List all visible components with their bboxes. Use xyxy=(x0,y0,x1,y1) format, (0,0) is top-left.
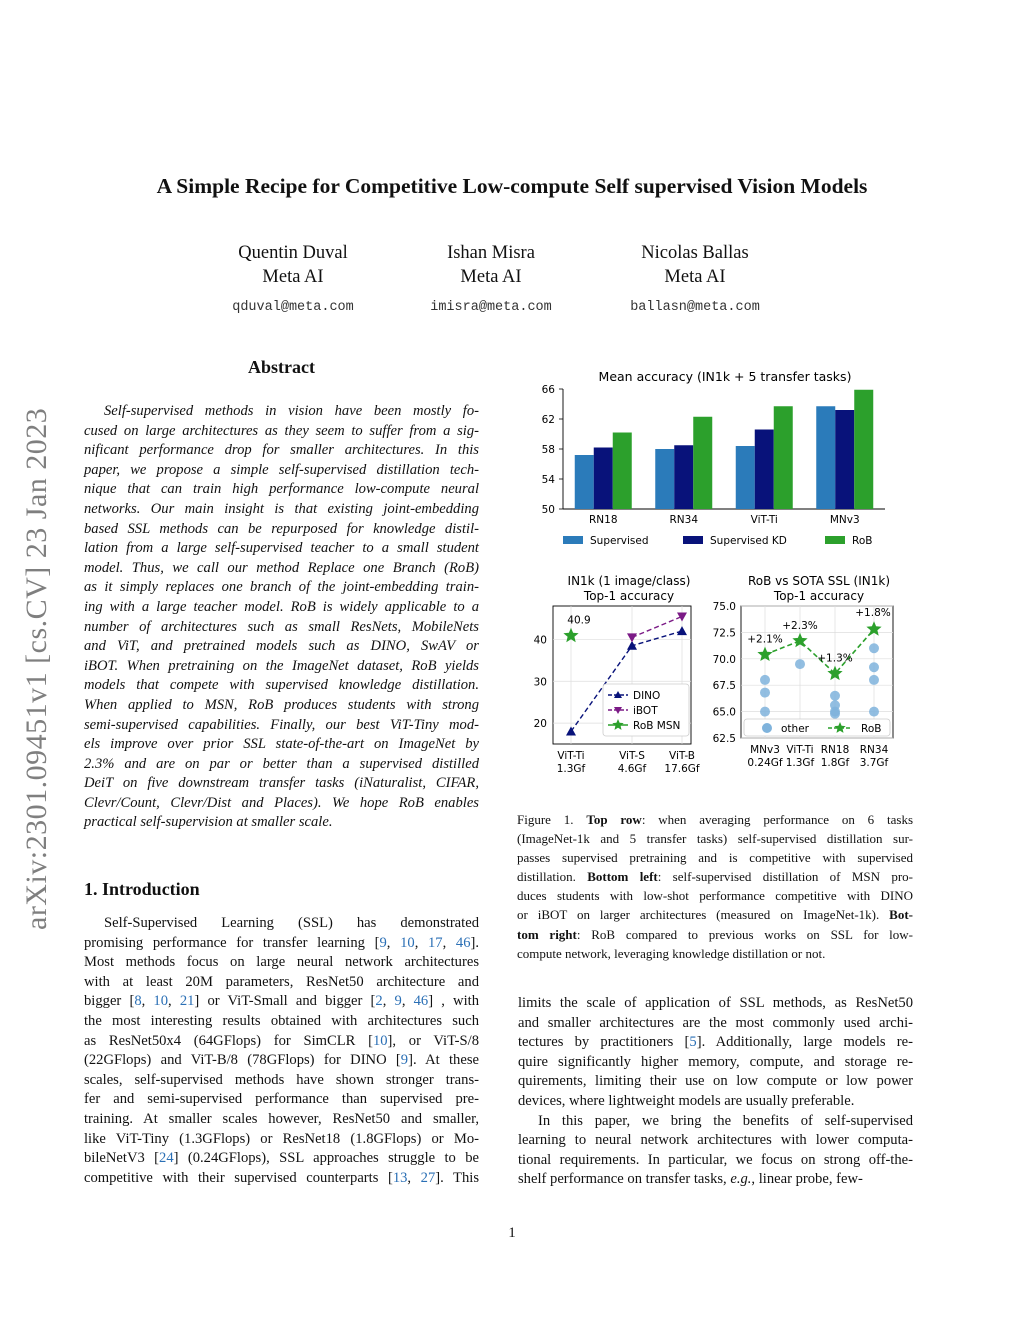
data-label: +1.8% xyxy=(855,607,891,620)
figure-caption xyxy=(517,810,913,963)
data-point-other xyxy=(869,675,879,685)
text-line: bileNetV3 [24] (0.24GFlops), SSL approaches struggle to be xyxy=(84,1150,479,1167)
data-point-triangle xyxy=(677,612,687,621)
citation-link[interactable]: 5 xyxy=(689,1034,697,1051)
author-affiliation: Meta AI xyxy=(262,267,324,287)
series-line-ibot xyxy=(632,616,682,637)
text-line: tectures by practitioners [5]. Additionally, large models re- xyxy=(518,1034,914,1051)
bar-rob-rn34 xyxy=(693,417,712,509)
tick-label: RN18 xyxy=(820,744,850,756)
legend-label: RoB xyxy=(852,535,873,547)
data-label: +2.3% xyxy=(782,619,818,632)
text-line: based SSL methods can be repurposed for knowledge distil- xyxy=(84,520,479,537)
scatter-chart-rob-vs-sota xyxy=(713,574,893,769)
text-line: promising performance for transfer learning [9, 10, 17, 46]. xyxy=(84,934,480,951)
tick-label: 75.0 xyxy=(712,601,736,613)
tick-label: RN18 xyxy=(588,514,618,526)
data-label: 40.9 xyxy=(567,614,591,627)
data-label: +1.3% xyxy=(817,652,853,665)
text-line: Clevr/Count, Clevr/Dist and Places). We hope RoB enables xyxy=(84,794,479,811)
legend-label: Supervised xyxy=(590,535,649,547)
data-point-triangle xyxy=(677,626,687,635)
text-line: devices, where lightweight models are usually preferable. xyxy=(518,1092,855,1109)
tick-label: 58 xyxy=(541,444,555,456)
abstract-body xyxy=(84,402,479,833)
bar-rob-rn18 xyxy=(613,433,632,510)
legend-marker xyxy=(762,723,772,733)
author-affiliation: Meta AI xyxy=(664,267,726,287)
tick-label: 70.0 xyxy=(712,653,736,666)
author-email[interactable]: qduval@meta.com xyxy=(232,300,354,315)
text-line: tom right: RoB compared to previous works on SSL for low- xyxy=(517,926,913,942)
data-point-other xyxy=(795,659,805,669)
legend-label: other xyxy=(781,723,809,735)
author-3 xyxy=(575,241,815,320)
tick-label: ViT-Ti xyxy=(786,744,814,756)
tick-label: 1.3Gf xyxy=(785,757,815,769)
text-line: as it simply replaces one branch of the joint-embedding train- xyxy=(84,579,479,596)
text-line: model. Thus, we call our method Replace one Branch (RoB) xyxy=(84,559,479,576)
tick-label: 72.5 xyxy=(712,627,736,640)
bar-supervised-rn18 xyxy=(575,455,594,509)
tick-label: 4.6Gf xyxy=(617,763,647,775)
legend-label: RoB MSN xyxy=(633,720,681,732)
tick-label: ViT-Ti xyxy=(557,750,585,762)
text-line: compute network, leveraging knowledge distillation or not. xyxy=(517,945,826,961)
tick-label: 30 xyxy=(533,676,547,689)
text-line: or iBOT on larger architectures (measured on ImageNet-1k). Bot- xyxy=(517,907,913,923)
text-line: (22GFlops) and ViT-B/8 (78GFlops) for DINO [9]. At these xyxy=(84,1052,479,1069)
bar-supervised-kd-rn34 xyxy=(674,445,693,509)
text-line: number of architectures such as small ResNets, MobileNets xyxy=(84,618,479,635)
author-name: Quentin Duval xyxy=(238,243,348,263)
data-point-triangle xyxy=(566,726,576,735)
data-point-other xyxy=(869,662,879,672)
intro-left-column xyxy=(84,914,479,1188)
tick-label: 20 xyxy=(533,718,547,731)
data-point-other xyxy=(760,707,770,717)
citation-link[interactable]: 13 xyxy=(392,1169,408,1186)
text-line: learning to neural network architectures with lower computa- xyxy=(518,1132,913,1149)
legend-swatch xyxy=(825,536,845,544)
author-name: Nicolas Ballas xyxy=(641,243,749,263)
text-line: DeiT on five downstream transfer tasks (iNaturalist, CIFAR, xyxy=(84,775,479,792)
text-line: When applied to MSN, RoB produces students with strong xyxy=(84,696,479,713)
tick-label: RN34 xyxy=(669,514,699,526)
citation-link[interactable]: 9 xyxy=(394,993,402,1010)
tick-label: ViT-S xyxy=(619,750,645,762)
tick-label: ViT-B xyxy=(669,750,695,762)
chart-subtitle: Top-1 accuracy xyxy=(773,589,865,603)
bar-supervised-vit-ti xyxy=(736,446,755,509)
tick-label: 62 xyxy=(541,414,555,426)
text-line: quirements, limiting their use on low compute or low power xyxy=(518,1073,913,1090)
author-email[interactable]: imisra@meta.com xyxy=(430,300,552,315)
citation-link[interactable]: 9 xyxy=(400,1052,409,1069)
tick-label: ViT-Ti xyxy=(750,514,778,526)
text-line: nificant performance drop for smaller architectures. In this xyxy=(84,442,479,459)
legend-label: Supervised KD xyxy=(710,535,787,547)
chart-title: Mean accuracy (IN1k + 5 transfer tasks) xyxy=(598,369,852,384)
legend-swatch xyxy=(563,536,583,544)
tick-label: 66 xyxy=(541,384,555,396)
bar-supervised-mnv3 xyxy=(816,406,835,509)
text-line: tional requirements. In particular, we focus on strong off-the- xyxy=(518,1151,913,1168)
text-line: training. At smaller scales however, ResNet50 and smaller, xyxy=(84,1110,479,1127)
citation-link[interactable]: 17 xyxy=(428,934,443,951)
text-line: cused on large architectures as they seem to suffer from a sig- xyxy=(84,422,479,439)
chart-subtitle: Top-1 accuracy xyxy=(583,589,675,603)
tick-label: 3.7Gf xyxy=(859,757,889,769)
legend-label: DINO xyxy=(633,690,661,702)
citation-link[interactable]: 2 xyxy=(375,993,383,1010)
tick-label: MNv3 xyxy=(829,514,860,526)
abstract-heading: Abstract xyxy=(248,357,315,377)
text-line: and smaller architectures are the most commonly used archi- xyxy=(518,1014,913,1031)
text-line: iBOT. When pretraining on the ImageNet dataset, RoB yields xyxy=(84,657,479,674)
text-line: practical self-supervision at smaller scale. xyxy=(84,814,333,831)
text-line: distillation. Bottom left: self-supervised distillation of MSN pro- xyxy=(517,869,913,885)
citation-link[interactable]: 8 xyxy=(134,993,142,1010)
text-line: networks. Our main insight is that existing joint-embedding xyxy=(84,500,479,517)
tick-label: 1.8Gf xyxy=(820,757,850,769)
citation-link[interactable]: 10 xyxy=(400,934,415,951)
tick-label: 40 xyxy=(533,634,547,647)
tick-label: 54 xyxy=(541,474,555,486)
tick-label: RN34 xyxy=(859,744,889,756)
text-line: shelf performance on transfer tasks, e.g., linear probe, few- xyxy=(518,1171,863,1188)
bar-chart-mean-accuracy xyxy=(542,369,885,547)
bar-rob-vit-ti xyxy=(774,406,793,509)
author-affiliation: Meta AI xyxy=(460,267,522,287)
intro-right-column xyxy=(518,994,913,1190)
text-line: fer and semi-supervised performance than supervised pre- xyxy=(84,1091,479,1108)
page-number: 1 xyxy=(508,1225,516,1241)
paper-title: A Simple Recipe for Competitive Low-compute Self supervised Vision Models xyxy=(156,174,868,198)
citation-link[interactable]: 21 xyxy=(179,993,195,1010)
chart-title: IN1k (1 image/class) xyxy=(567,574,691,588)
text-line: models that compete with supervised knowledge distillation. xyxy=(84,677,479,694)
bar-supervised-kd-mnv3 xyxy=(835,410,854,509)
text-line: semi-supervised capabilities. Finally, our best ViT-Tiny mod- xyxy=(84,716,479,733)
citation-link[interactable]: 46 xyxy=(455,934,471,951)
citation-link[interactable]: 10 xyxy=(372,1032,388,1049)
citation-link[interactable]: 46 xyxy=(413,993,429,1010)
arxiv-stamp: arXiv:2301.09451v1 [cs.CV] 23 Jan 2023 xyxy=(20,407,53,930)
data-point-other xyxy=(760,675,770,685)
legend-swatch xyxy=(683,536,703,544)
text-line: ing with a large teacher model. RoB is widely applicable to a xyxy=(84,598,479,615)
citation-link[interactable]: 9 xyxy=(379,934,387,951)
data-label: +2.1% xyxy=(747,633,783,646)
data-point-triangle xyxy=(627,633,637,642)
text-line: Self-Supervised Learning (SSL) has demonstrated xyxy=(104,915,479,931)
legend-label: RoB xyxy=(861,723,882,735)
chart-title: RoB vs SOTA SSL (IN1k) xyxy=(747,574,891,588)
tick-label: 17.6Gf xyxy=(664,763,700,775)
text-line: duces students with low-shot performance competitive with DINO xyxy=(517,888,913,904)
legend-label: iBOT xyxy=(633,705,658,717)
text-line: paper, we propose a simple self-supervised distillation tech- xyxy=(84,461,479,478)
tick-label: 1.3Gf xyxy=(556,763,586,775)
author-name: Ishan Misra xyxy=(447,243,535,263)
citation-link[interactable]: 27 xyxy=(420,1169,436,1186)
text-line: Most methods focus on large neural network architectures xyxy=(84,954,479,971)
text-line: the most interesting results obtained with architectures such xyxy=(84,1012,479,1029)
tick-label: 67.5 xyxy=(712,680,736,693)
section-heading: 1. Introduction xyxy=(84,879,200,899)
text-line: nique that can train high performance low-compute neural xyxy=(84,481,479,498)
data-point-other xyxy=(760,688,770,698)
text-line: (ImageNet-1k and 5 transfer tasks) self-supervised distillation sur- xyxy=(517,831,913,847)
text-line: Self-supervised methods in vision have been mostly fo- xyxy=(104,403,479,419)
text-line: lation from a large self-supervised teacher to a small student xyxy=(84,540,479,557)
citation-link[interactable]: 10 xyxy=(153,993,169,1010)
text-line: as ResNet50x4 (64GFlops) for SimCLR [10], or ViT-S/8 xyxy=(84,1032,479,1049)
bar-supervised-kd-rn18 xyxy=(594,448,613,510)
bar-supervised-kd-vit-ti xyxy=(755,430,774,510)
tick-label: 0.24Gf xyxy=(747,757,783,769)
figure-1 xyxy=(515,362,915,782)
text-line: Figure 1. Top row: when averaging performance on 6 tasks xyxy=(517,812,913,827)
text-line: scales, self-supervised methods have shown stronger trans- xyxy=(84,1071,479,1088)
bar-supervised-rn34 xyxy=(655,449,674,509)
text-line: and ViT, and pretrained models such as DINO, SwAV or xyxy=(84,638,479,655)
text-line: els improve over prior SSL state-of-the-art on ImageNet by xyxy=(84,736,479,753)
tick-label: 62.5 xyxy=(712,733,736,745)
tick-label: 50 xyxy=(541,504,555,516)
author-email[interactable]: ballasn@meta.com xyxy=(630,300,760,315)
data-point-other xyxy=(830,691,840,701)
data-point-other xyxy=(869,707,879,717)
tick-label: 65.0 xyxy=(712,706,736,719)
text-line: passes supervised pretraining and is competitive with supervised xyxy=(517,850,913,866)
text-line: with at least 20M parameters, ResNet50 architecture and xyxy=(84,973,479,990)
text-line: quire significantly higher memory, compute, and storage re- xyxy=(518,1053,913,1070)
citation-link[interactable]: 24 xyxy=(159,1150,174,1167)
text-line: like ViT-Tiny (1.3GFlops) or ResNet18 (1.8GFlops) or Mo- xyxy=(84,1130,479,1147)
text-line: In this paper, we bring the benefits of self-supervised xyxy=(538,1112,913,1129)
tick-label: MNv3 xyxy=(750,744,780,756)
text-line: bigger [8, 10, 21] or ViT-Small and bigger [2, 9, 46] , with xyxy=(84,993,479,1010)
data-point-other xyxy=(830,709,840,719)
bar-rob-mnv3 xyxy=(854,390,873,509)
text-line: 2.3% and are on par or better than a supervised distilled xyxy=(84,755,479,772)
text-line: competitive with their supervised counterparts [13, 27]. This xyxy=(84,1169,479,1186)
text-line: limits the scale of application of SSL methods, as ResNet50 xyxy=(518,995,913,1011)
line-chart-in1k-low-shot xyxy=(534,574,700,775)
data-point-other xyxy=(869,643,879,653)
